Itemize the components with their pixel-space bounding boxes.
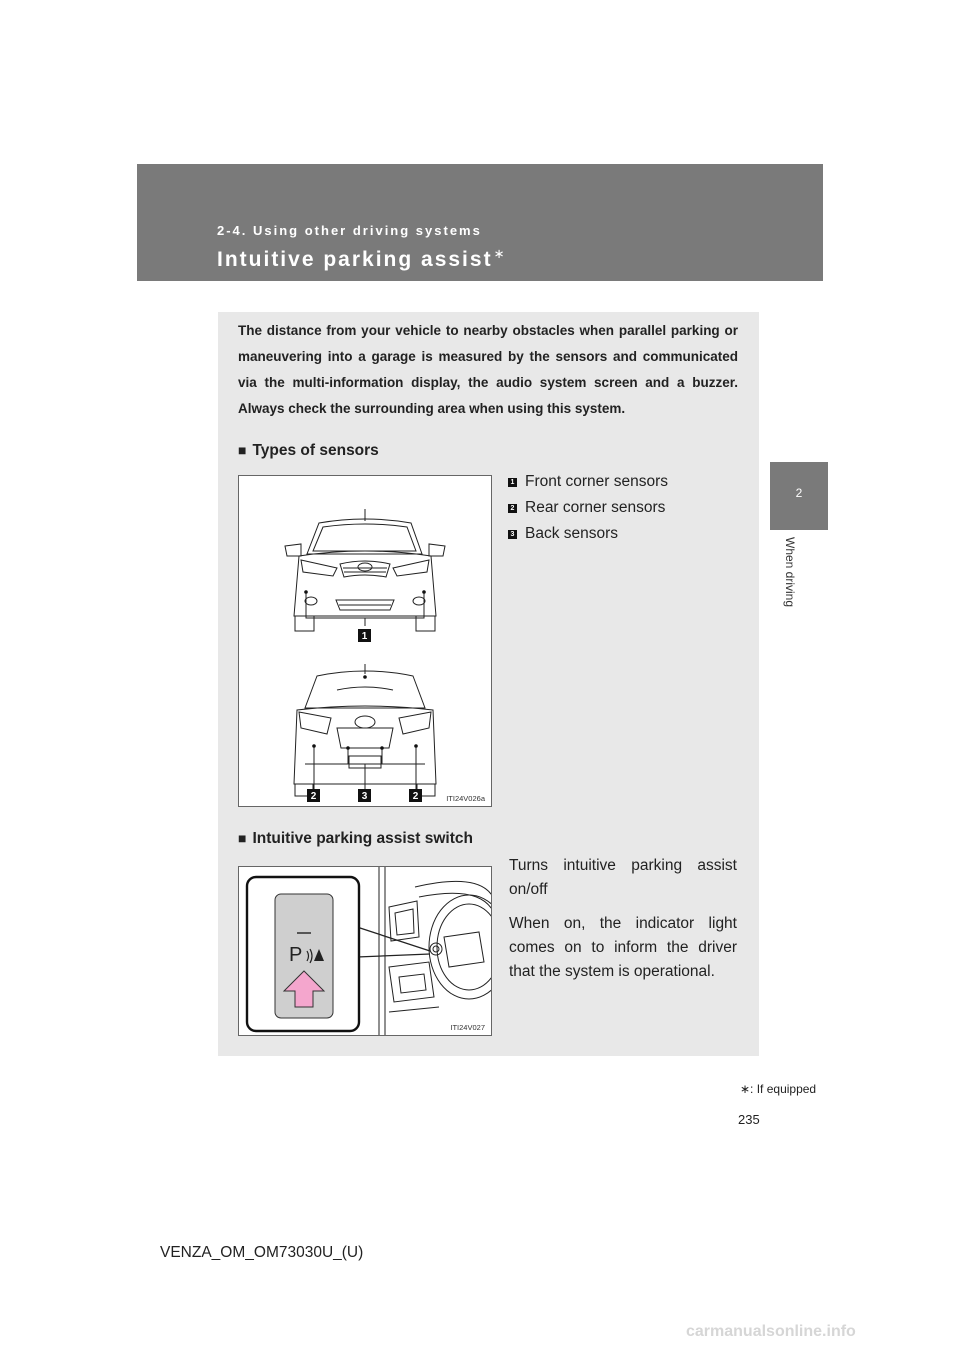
number-1-icon: 1 bbox=[508, 478, 517, 487]
switch-heading bbox=[238, 830, 473, 848]
legend-item bbox=[508, 521, 668, 547]
car-front-rear-illustration bbox=[239, 476, 492, 807]
types-of-sensors-heading bbox=[238, 442, 379, 460]
dashboard-switch-illustration bbox=[239, 867, 492, 1036]
legend-item bbox=[508, 469, 668, 495]
number-2-icon: 2 bbox=[508, 504, 517, 513]
sensor-locations-figure bbox=[238, 475, 492, 807]
watermark: carmanualsonline.info bbox=[686, 1323, 856, 1340]
figure-code: ITI24V026a bbox=[446, 794, 485, 803]
number-3-icon: 3 bbox=[508, 530, 517, 539]
legend-item bbox=[508, 495, 668, 521]
section-header bbox=[137, 164, 823, 281]
page-title-text: Intuitive parking assist bbox=[217, 248, 493, 271]
callout-3: 3 bbox=[361, 791, 368, 802]
description-paragraph: When on, the indicator light comes on to inform the driver that the system is operational. bbox=[509, 915, 737, 980]
p-symbol-icon: P bbox=[289, 944, 303, 966]
switch-figure bbox=[238, 866, 492, 1036]
chapter-number: 2 bbox=[795, 486, 803, 500]
callout-1: 1 bbox=[361, 631, 368, 642]
intro-text: The distance from your vehicle to nearby obstacles when parallel parking or maneuvering into a garage is measured by the sensors and communicated via the multi-information display, the audio system screen and a buzzer. Always check the surrounding area when using this system. bbox=[238, 323, 738, 416]
equipped-mark: ∗ bbox=[493, 246, 507, 261]
footnote: ∗: If equipped bbox=[740, 1082, 817, 1096]
legend-label: Front corner sensors bbox=[525, 473, 668, 490]
figure-code: ITI24V027 bbox=[450, 1023, 485, 1032]
chapter-name: When driving bbox=[783, 537, 797, 608]
page-number: 235 bbox=[738, 1112, 760, 1127]
switch-description bbox=[509, 854, 737, 994]
square-bullet-icon: ■ bbox=[238, 830, 247, 846]
types-of-sensors-heading-text: Types of sensors bbox=[252, 442, 379, 459]
description-paragraph: Turns intuitive parking assist on/off bbox=[509, 857, 737, 898]
chapter-tab[interactable] bbox=[770, 462, 828, 530]
callout-2-left: 2 bbox=[310, 791, 317, 802]
document-code: VENZA_OM_OM73030U_(U) bbox=[160, 1244, 364, 1261]
page-title bbox=[217, 248, 506, 272]
legend-label: Back sensors bbox=[525, 525, 619, 542]
square-bullet-icon: ■ bbox=[238, 442, 247, 458]
sensor-legend bbox=[508, 469, 668, 547]
switch-heading-text: Intuitive parking assist switch bbox=[252, 830, 473, 847]
section-label: 2-4. Using other driving systems bbox=[217, 223, 482, 238]
callout-2-right: 2 bbox=[412, 791, 419, 802]
content-panel bbox=[218, 312, 759, 1056]
legend-label: Rear corner sensors bbox=[525, 499, 666, 516]
